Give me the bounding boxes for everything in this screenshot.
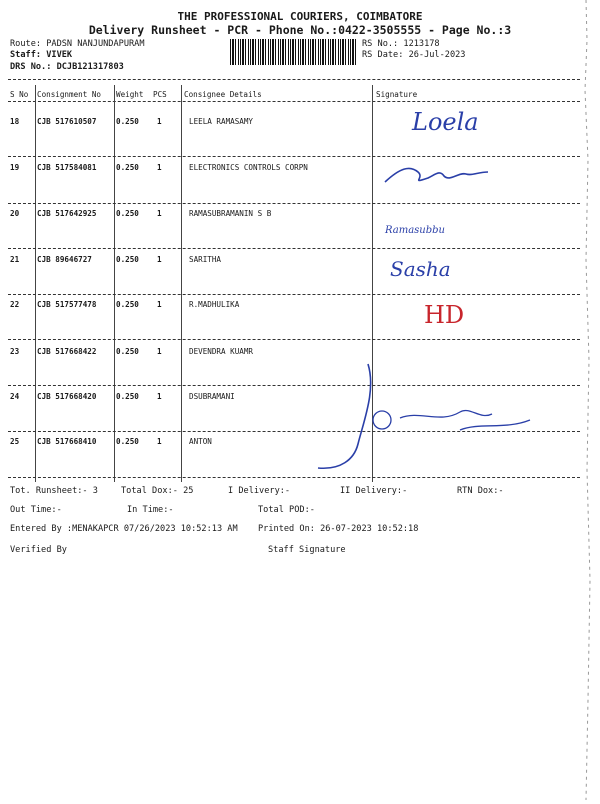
table-top-rule — [8, 79, 580, 80]
total-pod: Total POD:- — [258, 505, 315, 515]
staff-signature: Staff Signature — [268, 545, 346, 555]
row-rule — [8, 156, 580, 157]
total-runsheet: Tot. Runsheet:- 3 — [10, 486, 98, 496]
signature-image — [380, 160, 500, 190]
in-time: In Time:- — [127, 505, 174, 515]
row-rule — [8, 203, 580, 204]
ii-delivery: II Delivery:- — [340, 486, 408, 496]
col-header-signature: Signature — [376, 90, 418, 99]
route: Route: PADSN NANJUNDAPURAM — [10, 39, 145, 49]
col-header-pcs: PCS — [153, 90, 167, 99]
scan-edge — [584, 0, 600, 800]
signature-image: Loela — [412, 108, 479, 136]
out-time: Out Time:- — [10, 505, 62, 515]
row-rule — [8, 248, 580, 249]
column-divider — [35, 85, 36, 482]
rtn-dox: RTN Dox:- — [457, 486, 504, 496]
row-rule — [8, 339, 580, 340]
rs-date: RS Date: 26-Jul-2023 — [362, 50, 466, 60]
header-rule — [8, 101, 580, 102]
col-header-consignment: Consignment No — [37, 90, 102, 99]
delivery-runsheet-page: THE PROFESSIONAL COURIERS, COIMBATORE Delivery Runsheet - PCR - Phone No.:0422-3505555 - Page No.:3 Route: PADSN NANJUNDAPURAM Staff: VIVEK DRS No.: DCJB121317803 RS No.: 1213178 RS Date: 26-Jul-2023 S No Consignment No Weight PCS Consignee Details Signature 18 CJB 517610507 0.250 1 LEELA RAMASAMY 19 CJB 517584081 0.250 1 ELECTRONICS CONTROLS CORPN 20 CJB 517642925 0.250 1 RAMASUBRAMANIN S B 21 CJB 89646727 0.250 1 SARITHA 22 CJB 517577478 0.250 1 R.MADHULIKA 23 CJB 517668422 0.250 1 DEVENDRA KUAMR 24 CJB 517668420 0.250 1 DSUBRAMANI 25 CJB 517668410 0.250 1 ANTON Loela Ramasubbu Sasha HD Tot. Runsheet:- 3 Total Dox:- 25 I Delivery:- II Delivery:- RTN Dox:- Out Time:- In Time:- Total POD:- Entered By :MENAKAPCR 07/26/2023 10:52:13 AM Printed On: 26-07-2023 10:52:18 Verified By Staff Signature — [0, 0, 600, 800]
entered-by: Entered By :MENAKAPCR 07/26/2023 10:52:13 AM — [10, 524, 238, 534]
column-divider — [114, 85, 115, 482]
runsheet-title: Delivery Runsheet - PCR - Phone No.:0422-3505555 - Page No.:3 — [88, 23, 512, 37]
table-bottom-rule — [8, 477, 580, 478]
total-dox: Total Dox:- 25 — [121, 486, 194, 496]
drs-number: DRS No.: DCJB121317803 — [10, 62, 124, 72]
col-header-sno: S No — [10, 90, 29, 99]
company-name: THE PROFESSIONAL COURIERS, COIMBATORE — [177, 10, 423, 23]
i-delivery: I Delivery:- — [228, 486, 291, 496]
col-header-weight: Weight — [116, 90, 144, 99]
signature-image: Ramasubbu — [385, 225, 445, 236]
staff: Staff: VIVEK — [10, 50, 73, 60]
printed-on: Printed On: 26-07-2023 10:52:18 — [258, 524, 419, 534]
verified-by: Verified By — [10, 545, 67, 555]
row-rule — [8, 294, 580, 295]
signature-image: HD — [424, 301, 465, 329]
col-header-consignee: Consignee Details — [184, 90, 262, 99]
signature-image: Sasha — [390, 257, 451, 281]
signature-image — [310, 360, 540, 476]
barcode — [230, 39, 358, 65]
rs-number: RS No.: 1213178 — [362, 39, 440, 49]
column-divider — [181, 85, 182, 482]
